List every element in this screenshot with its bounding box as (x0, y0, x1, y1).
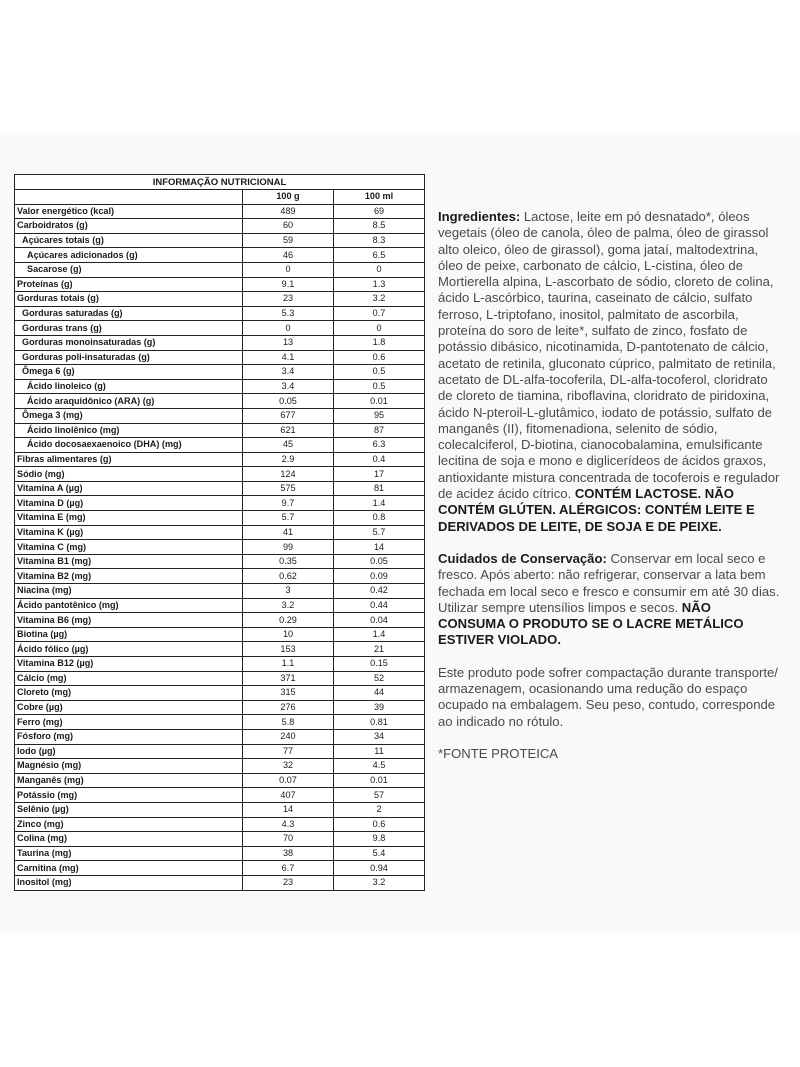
table-title: INFORMAÇÃO NUTRICIONAL (15, 175, 425, 190)
header-100g: 100 g (243, 190, 334, 205)
nutrient-label: Vitamina B6 (mg) (15, 613, 243, 628)
table-row (15, 759, 425, 774)
table-row (15, 715, 425, 730)
table-row (15, 511, 425, 526)
value-100ml: 44 (334, 686, 425, 701)
nutrient-label: Fósforo (mg) (15, 729, 243, 744)
table-row (15, 423, 425, 438)
value-100g: 3.4 (243, 379, 334, 394)
table-row (15, 788, 425, 803)
value-100g: 0.62 (243, 569, 334, 584)
table-row (15, 379, 425, 394)
value-100g: 575 (243, 481, 334, 496)
value-100g: 4.1 (243, 350, 334, 365)
table-row (15, 584, 425, 599)
nutrient-label: Ácido araquidônico (ARA) (g) (15, 394, 243, 409)
table-row (15, 861, 425, 876)
value-100g: 13 (243, 335, 334, 350)
value-100g: 77 (243, 744, 334, 759)
value-100ml: 0 (334, 321, 425, 336)
nutrient-label: Ácido docosaexaenoico (DHA) (mg) (15, 438, 243, 453)
nutrition-table (14, 174, 425, 891)
value-100ml: 14 (334, 540, 425, 555)
table-row (15, 729, 425, 744)
care-paragraph (438, 551, 780, 649)
value-100ml: 0.09 (334, 569, 425, 584)
value-100ml: 3.2 (334, 292, 425, 307)
value-100g: 38 (243, 846, 334, 861)
value-100ml: 21 (334, 642, 425, 657)
table-row (15, 846, 425, 861)
value-100g: 70 (243, 832, 334, 847)
value-100g: 0.07 (243, 773, 334, 788)
nutrient-label: Selênio (µg) (15, 802, 243, 817)
value-100g: 407 (243, 788, 334, 803)
nutrient-label: Ômega 3 (mg) (15, 408, 243, 423)
value-100g: 60 (243, 219, 334, 234)
nutrient-label: Iodo (µg) (15, 744, 243, 759)
nutrient-label: Ácido fólico (µg) (15, 642, 243, 657)
value-100g: 99 (243, 540, 334, 555)
value-100g: 14 (243, 802, 334, 817)
value-100g: 45 (243, 438, 334, 453)
value-100ml: 11 (334, 744, 425, 759)
table-row (15, 292, 425, 307)
table-row (15, 627, 425, 642)
table-row (15, 204, 425, 219)
ingredients-text: Lactose, leite em pó desnatado*, óleos vegetais (óleo de canola, óleo de palma, óleo de girassol alto oleico, óleo de girassol), goma jataí, maltodextrina, óleo de peixe, carbonato de cálcio, L-cistina, óleo de Mortierella alpina, L-ascorbato de sódio, cloreto de colina, ácido L-ascórbico, taurina, caseinato de cálcio, sulfato ferroso, L-triptofano, inositol, palmitato de ascorbila, proteína do soro de leite*, sulfato de zinco, fosfato de potássio dibásico, nicotinamida, D-pantotenato de cálcio, acetato de retinila, gluconato cúprico, palmitato de retinila, acetato de DL-alfa-tocoferila, DL-alfa-tocoferol, cloridrato de cloreto de tiamina, riboflavina, cloridrato de piridoxina, ácido N-pteroil-L-glutâmico, iodato de potássio, sulfato de manganês (II), fitomenadiona, selenito de sódio, colecalciferol, D-biotina, cianocobalamina, emulsificante lecitina de soja e mono e diglicerídeos de ácidos graxos, antioxidante mistura concentrada de tocoferois e regulador de acidez ácido cítrico. (438, 209, 780, 502)
value-100ml: 0.7 (334, 306, 425, 321)
value-100g: 315 (243, 686, 334, 701)
table-row (15, 365, 425, 380)
value-100g: 5.7 (243, 511, 334, 526)
footnote: *FONTE PROTEICA (438, 745, 559, 761)
table-row (15, 350, 425, 365)
nutrient-label: Vitamina D (µg) (15, 496, 243, 511)
header-blank (15, 190, 243, 205)
table-row (15, 686, 425, 701)
table-row (15, 394, 425, 409)
nutrient-label: Valor energético (kcal) (15, 204, 243, 219)
value-100g: 3.4 (243, 365, 334, 380)
nutrient-label: Magnésio (mg) (15, 759, 243, 774)
value-100g: 3 (243, 584, 334, 599)
table-row (15, 306, 425, 321)
value-100g: 1.1 (243, 657, 334, 672)
value-100ml: 52 (334, 671, 425, 686)
table-row (15, 875, 425, 890)
nutrient-label: Proteínas (g) (15, 277, 243, 292)
ingredients-label: Ingredientes: (438, 209, 521, 224)
nutrient-label: Ácido linolênico (mg) (15, 423, 243, 438)
table-row (15, 233, 425, 248)
table-row (15, 613, 425, 628)
value-100ml: 0.6 (334, 350, 425, 365)
nutrient-label: Colina (mg) (15, 832, 243, 847)
value-100g: 4.3 (243, 817, 334, 832)
value-100ml: 8.5 (334, 219, 425, 234)
table-title-row (15, 175, 425, 190)
value-100ml: 39 (334, 700, 425, 715)
table-row (15, 438, 425, 453)
nutrient-label: Vitamina B12 (µg) (15, 657, 243, 672)
table-header-row (15, 190, 425, 205)
nutrient-label: Sacarose (g) (15, 262, 243, 277)
table-row (15, 642, 425, 657)
value-100g: 0.05 (243, 394, 334, 409)
value-100g: 371 (243, 671, 334, 686)
table-row (15, 525, 425, 540)
header-100ml: 100 ml (334, 190, 425, 205)
value-100ml: 0 (334, 262, 425, 277)
value-100ml: 0.01 (334, 773, 425, 788)
nutrient-label: Taurina (mg) (15, 846, 243, 861)
value-100g: 5.3 (243, 306, 334, 321)
value-100ml: 0.81 (334, 715, 425, 730)
value-100ml: 0.4 (334, 452, 425, 467)
value-100ml: 5.7 (334, 525, 425, 540)
nutrient-label: Vitamina B2 (mg) (15, 569, 243, 584)
value-100g: 621 (243, 423, 334, 438)
value-100ml: 0.04 (334, 613, 425, 628)
nutrient-label: Ômega 6 (g) (15, 365, 243, 380)
value-100ml: 1.3 (334, 277, 425, 292)
nutrient-label: Vitamina C (mg) (15, 540, 243, 555)
value-100ml: 57 (334, 788, 425, 803)
care-label: Cuidados de Conservação: (438, 550, 607, 566)
value-100g: 0 (243, 262, 334, 277)
nutrient-label: Vitamina A (µg) (15, 481, 243, 496)
table-row (15, 773, 425, 788)
table-row (15, 700, 425, 715)
value-100g: 41 (243, 525, 334, 540)
table-row (15, 335, 425, 350)
value-100g: 489 (243, 204, 334, 219)
nutrient-label: Ácido linoleico (g) (15, 379, 243, 394)
table-row (15, 657, 425, 672)
allergen-warning: CONTÉM LACTOSE. NÃO CONTÉM GLÚTEN. ALÉRGICOS: CONTÉM LEITE E DERIVADOS DE LEITE, DE SOJA E DE PEIXE. (438, 486, 755, 534)
table-row (15, 540, 425, 555)
nutrient-label: Sódio (mg) (15, 467, 243, 482)
table-row (15, 598, 425, 613)
table-row (15, 817, 425, 832)
value-100ml: 2 (334, 802, 425, 817)
nutrient-label: Carnitina (mg) (15, 861, 243, 876)
value-100ml: 0.6 (334, 817, 425, 832)
value-100g: 0.29 (243, 613, 334, 628)
nutrient-label: Inositol (mg) (15, 875, 243, 890)
seal-warning: NÃO CONSUMA O PRODUTO SE O LACRE METÁLICO ESTIVER VIOLADO. (438, 599, 744, 648)
table-row (15, 219, 425, 234)
value-100ml: 95 (334, 408, 425, 423)
value-100ml: 0.05 (334, 554, 425, 569)
value-100ml: 3.2 (334, 875, 425, 890)
value-100g: 9.7 (243, 496, 334, 511)
value-100ml: 0.01 (334, 394, 425, 409)
nutrient-label: Manganês (mg) (15, 773, 243, 788)
value-100g: 677 (243, 408, 334, 423)
nutrient-label: Açúcares adicionados (g) (15, 248, 243, 263)
value-100ml: 17 (334, 467, 425, 482)
value-100g: 0 (243, 321, 334, 336)
value-100g: 0.35 (243, 554, 334, 569)
table-row (15, 554, 425, 569)
nutrient-label: Gorduras saturadas (g) (15, 306, 243, 321)
ingredients-paragraph (438, 209, 780, 535)
table-row (15, 467, 425, 482)
table-row (15, 802, 425, 817)
value-100ml: 6.3 (334, 438, 425, 453)
nutrient-label: Ácido pantotênico (mg) (15, 598, 243, 613)
table-row (15, 569, 425, 584)
nutrient-label: Biotina (µg) (15, 627, 243, 642)
value-100g: 240 (243, 729, 334, 744)
table-row (15, 481, 425, 496)
value-100ml: 1.8 (334, 335, 425, 350)
value-100ml: 87 (334, 423, 425, 438)
nutrient-label: Cálcio (mg) (15, 671, 243, 686)
value-100g: 5.8 (243, 715, 334, 730)
value-100ml: 0.44 (334, 598, 425, 613)
nutrient-label: Açúcares totais (g) (15, 233, 243, 248)
nutrient-label: Gorduras poli-insaturadas (g) (15, 350, 243, 365)
value-100ml: 0.15 (334, 657, 425, 672)
value-100g: 59 (243, 233, 334, 248)
nutrient-label: Vitamina B1 (mg) (15, 554, 243, 569)
table-row (15, 248, 425, 263)
table-row (15, 452, 425, 467)
nutrient-label: Potássio (mg) (15, 788, 243, 803)
value-100g: 9.1 (243, 277, 334, 292)
table-row (15, 744, 425, 759)
value-100ml: 1.4 (334, 496, 425, 511)
value-100ml: 0.5 (334, 365, 425, 380)
value-100g: 23 (243, 875, 334, 890)
value-100g: 276 (243, 700, 334, 715)
table-row (15, 671, 425, 686)
table-row (15, 408, 425, 423)
table-body (15, 204, 425, 890)
nutrient-label: Gorduras trans (g) (15, 321, 243, 336)
nutrient-label: Ferro (mg) (15, 715, 243, 730)
value-100ml: 8.3 (334, 233, 425, 248)
value-100g: 3.2 (243, 598, 334, 613)
nutrient-label: Cobre (µg) (15, 700, 243, 715)
table-row (15, 262, 425, 277)
value-100g: 153 (243, 642, 334, 657)
value-100g: 23 (243, 292, 334, 307)
nutrient-label: Cloreto (mg) (15, 686, 243, 701)
nutrient-label: Vitamina K (µg) (15, 525, 243, 540)
value-100g: 46 (243, 248, 334, 263)
value-100ml: 69 (334, 204, 425, 219)
value-100g: 124 (243, 467, 334, 482)
table-row (15, 832, 425, 847)
care-text: Conservar em local seco e fresco. Após aberto: não refrigerar, conservar a lata bem fechada em local seco e fresco e consumir em até 30 dias. Utilizar sempre utensílios limpos e secos. (438, 550, 780, 615)
table-row (15, 496, 425, 511)
nutrient-label: Gorduras monoinsaturadas (g) (15, 335, 243, 350)
table-row (15, 321, 425, 336)
nutrient-label: Niacina (mg) (15, 584, 243, 599)
nutrient-label: Zinco (mg) (15, 817, 243, 832)
value-100g: 2.9 (243, 452, 334, 467)
value-100ml: 0.42 (334, 584, 425, 599)
value-100g: 10 (243, 627, 334, 642)
value-100ml: 0.94 (334, 861, 425, 876)
compaction-note: Este produto pode sofrer compactação durante transporte/ armazenagem, ocasionando uma redução do espaço ocupado na embalagem. Seu peso, contudo, corresponde ao indicado no rótulo. (438, 664, 778, 729)
value-100ml: 9.8 (334, 832, 425, 847)
nutrient-label: Gorduras totais (g) (15, 292, 243, 307)
value-100ml: 1.4 (334, 627, 425, 642)
value-100g: 32 (243, 759, 334, 774)
value-100g: 6.7 (243, 861, 334, 876)
value-100ml: 34 (334, 729, 425, 744)
nutrient-label: Fibras alimentares (g) (15, 452, 243, 467)
value-100ml: 0.8 (334, 511, 425, 526)
value-100ml: 5.4 (334, 846, 425, 861)
nutrient-label: Vitamina E (mg) (15, 511, 243, 526)
info-column (438, 209, 780, 762)
value-100ml: 4.5 (334, 759, 425, 774)
nutrient-label: Carboidratos (g) (15, 219, 243, 234)
value-100ml: 81 (334, 481, 425, 496)
value-100ml: 0.5 (334, 379, 425, 394)
table-row (15, 277, 425, 292)
value-100ml: 6.5 (334, 248, 425, 263)
